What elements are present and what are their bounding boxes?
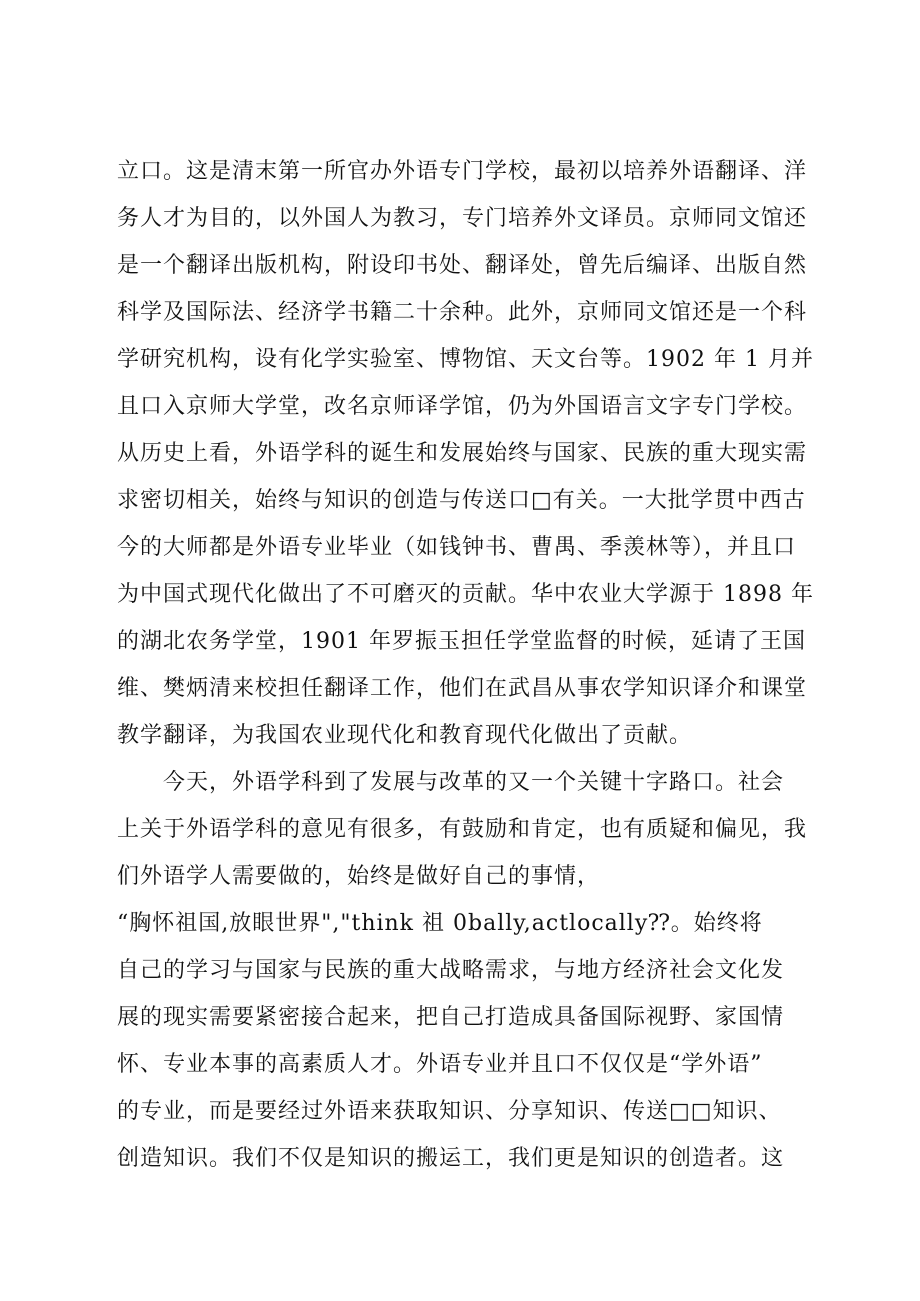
text-line: 为中国式现代化做出了不可磨灭的贡献。华中农业大学源于 1898 年	[117, 582, 814, 607]
text-line: 们外语学人需要做的，始终是做好自己的事情，	[117, 864, 601, 889]
text-line: 的专业，而是要经过外语来获取知识、分享知识、传送□□知识、	[117, 1099, 782, 1124]
text-line: 科学及国际法、经济学书籍二十余种。此外，京师同文馆还是一个科	[117, 300, 808, 325]
text-line: 是一个翻译出版机构，附设印书处、翻译处，曾先后编译、出版自然	[117, 253, 808, 278]
text-line: 从历史上看，外语学科的诞生和发展始终与国家、民族的重大现实需	[117, 441, 808, 466]
text-line: 维、樊炳清来校担任翻译工作，他们在武昌从事农学知识译介和课堂	[117, 676, 808, 701]
text-line: 教学翻译，为我国农业现代化和教育现代化做出了贡献。	[117, 723, 693, 748]
text-line: 自己的学习与国家与民族的重大战略需求，与地方经济社会文化发	[117, 958, 785, 983]
text-line: 务人才为目的，以外国人为教习，专门培养外文译员。京师同文馆还	[117, 206, 808, 231]
text-line: 立口。这是清末第一所官办外语专门学校，最初以培养外语翻译、洋	[117, 159, 808, 184]
paragraph-first-line: 今天，外语学科到了发展与改革的又一个关键十字路口。社会	[117, 770, 785, 795]
text-line: 展的现实需要紧密接合起来，把自己打造成具备国际视野、家国情	[117, 1005, 785, 1030]
text-line: “胸怀祖国,放眼世界","think 祖 0bally,actlocally⁇。始终将	[117, 911, 763, 936]
text-line: 今的大师都是外语专业毕业（如钱钟书、曹禺、季羡林等），并且口	[117, 535, 797, 560]
text-line: 创造知识。我们不仅是知识的搬运工，我们更是知识的创造者。这	[117, 1146, 785, 1171]
text-line: 上关于外语学科的意见有很多，有鼓励和肯定，也有质疑和偏见，我	[117, 817, 808, 842]
text-line: 学研究机构，设有化学实验室、博物馆、天文台等。1902 年 1 月并	[117, 347, 814, 372]
text-line: 求密切相关，始终与知识的创造与传送口□有关。一大批学贯中西古	[117, 488, 806, 513]
text-line: 怀、专业本事的高素质人才。外语专业并且口不仅仅是“学外语”	[117, 1052, 763, 1077]
text-line: 且口入京师大学堂，改名京师译学馆，仍为外国语言文字专门学校。	[117, 394, 808, 419]
text-line: 的湖北农务学堂，1901 年罗振玉担任学堂监督的时候，延请了王国	[117, 629, 806, 654]
